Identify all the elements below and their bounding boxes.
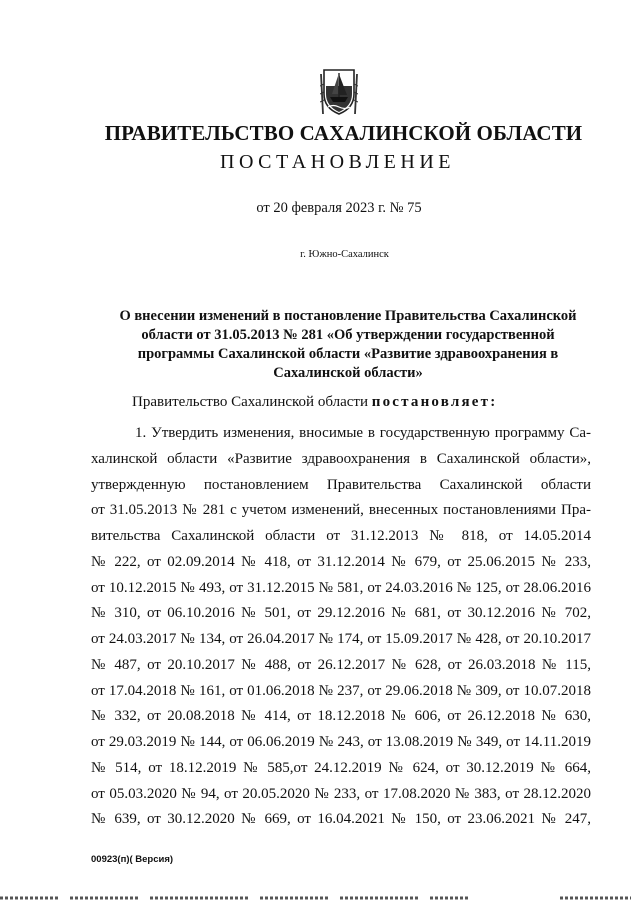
body-line: от 17.04.2018 № 161, от 01.06.2018 № 237, от 29.06.2018 № 309, от 10.07.2018 <box>91 682 591 699</box>
preamble <box>132 394 497 411</box>
body-line: от 31.05.2013 № 281 с учетом изменений, внесенных постановлениями Пра- <box>91 502 591 519</box>
document-version-code: 00923(п)( Версия) <box>91 854 174 865</box>
body-line: № 310, от 06.10.2016 № 501, от 29.12.2016 № 681, от 30.12.2016 № 702, <box>91 605 591 622</box>
body-line: № 222, от 02.09.2014 № 418, от 31.12.2014 № 679, от 25.06.2015 № 233, <box>91 553 591 570</box>
preamble-verb: постановляет: <box>371 394 498 410</box>
body-line: от 29.03.2019 № 144, от 06.06.2019 № 243, от 13.08.2019 № 349, от 14.11.2019 <box>91 734 591 750</box>
subject-line: Сахалинской области» <box>273 365 423 381</box>
document-subject <box>108 307 588 383</box>
body-line: от 05.03.2020 № 94, от 20.05.2020 № 233, от 17.08.2020 № 383, от 28.12.2020 <box>91 785 591 802</box>
document-type: ПОСТАНОВЛЕНИЕ <box>220 151 455 173</box>
body-line: № 332, от 20.08.2018 № 414, от 18.12.2018 № 606, от 26.12.2018 № 630, <box>91 708 591 725</box>
preamble-text: Правительство Сахалинской области <box>132 394 368 410</box>
body-line: от 24.03.2017 № 134, от 26.04.2017 № 174, от 15.09.2017 № 428, от 20.10.2017 <box>91 631 591 647</box>
body-line: от 10.12.2015 № 493, от 31.12.2015 № 581, от 24.03.2016 № 125, от 28.06.2016 <box>91 579 591 596</box>
body-line: утвержденную постановлением Правительства Сахалинской области <box>91 476 591 493</box>
body-line: № 514, от 18.12.2019 № 585,от 24.12.2019 № 624, от 30.12.2019 № 664, <box>91 759 591 776</box>
government-title: ПРАВИТЕЛЬСТВО САХАЛИНСКОЙ ОБЛАСТИ <box>104 121 583 145</box>
body-line: № 487, от 20.10.2017 № 488, от 26.12.2017 № 628, от 26.03.2018 № 115, <box>91 656 591 673</box>
document-date-number: от 20 февраля 2023 г. № 75 <box>256 200 422 216</box>
subject-line: О внесении изменений в постановление Правительства Сахалинской <box>119 308 577 324</box>
body-line: 1. Утвердить изменения, вносимые в государственную программу Са- <box>135 425 591 441</box>
subject-line: области от 31.05.2013 № 281 «Об утверждении государственной <box>141 327 555 343</box>
resolution-body <box>91 421 591 833</box>
document-city: г. Южно-Сахалинск <box>300 249 389 260</box>
sakhalin-coat-of-arms-icon <box>320 64 358 116</box>
subject-line: программы Сахалинской области «Развитие здравоохранения в <box>137 346 559 362</box>
scan-artifact-strip <box>0 892 631 905</box>
body-line: халинской области «Развитие здравоохранения в Сахалинской области», <box>91 450 591 467</box>
body-line: вительства Сахалинской области от 31.12.2013 № 818, от 14.05.2014 <box>91 528 591 544</box>
body-line: № 639, от 30.12.2020 № 669, от 16.04.2021 № 150, от 23.06.2021 № 247, <box>91 811 591 828</box>
